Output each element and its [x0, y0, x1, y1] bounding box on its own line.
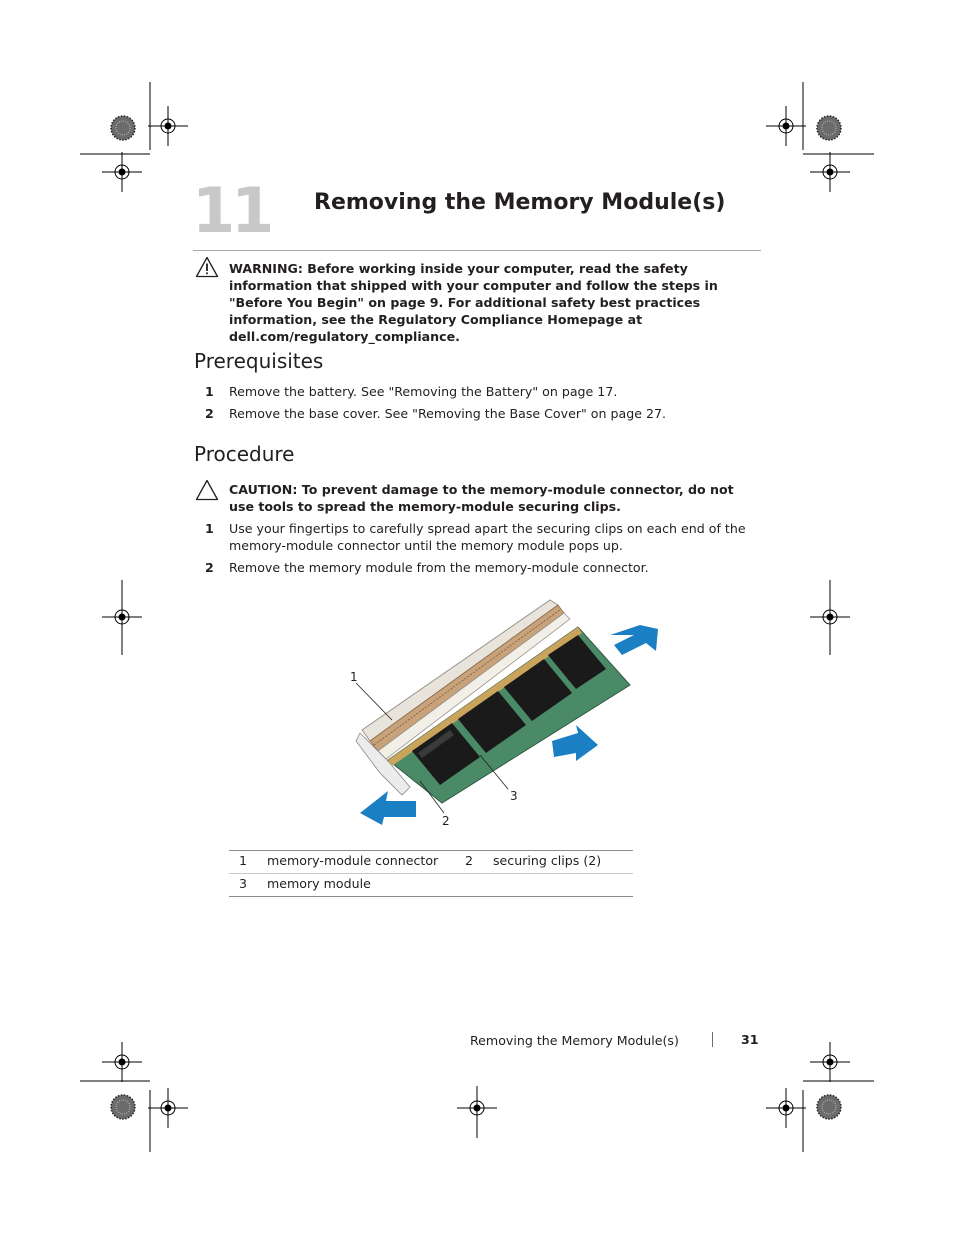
legend-number: 2	[465, 851, 493, 874]
chapter-number: 11	[192, 174, 271, 247]
warning-triangle-icon	[195, 256, 219, 278]
step-number: 1	[205, 384, 214, 399]
callout-legend-table	[229, 850, 633, 897]
step-text: Remove the base cover. See "Removing the Base Cover" on page 27.	[229, 406, 666, 421]
chapter-divider	[193, 250, 761, 251]
caution-text: CAUTION: To prevent damage to the memory-module connector, do not use tools to spread the memory-module securing clips.	[229, 482, 734, 514]
caution-triangle-icon	[195, 479, 219, 501]
memory-module-illustration	[340, 595, 680, 835]
legend-label: memory module	[267, 874, 465, 897]
chapter-title: Removing the Memory Module(s)	[314, 190, 726, 215]
procedure-heading: Procedure	[194, 442, 295, 466]
legend-number: 3	[229, 874, 267, 897]
arrow-icon	[360, 791, 416, 825]
step-number: 1	[205, 521, 214, 536]
arrow-icon	[610, 625, 658, 655]
step-text: Remove the memory module from the memory-module connector.	[229, 560, 649, 575]
step-text: Use your fingertips to carefully spread apart the securing clips on each end of the memory-module connector until the memory module pops up.	[229, 521, 746, 553]
legend-number: 1	[229, 851, 267, 874]
step-number: 2	[205, 560, 214, 575]
page-number: 31	[741, 1032, 759, 1047]
legend-label: memory-module connector	[267, 851, 465, 874]
arrow-icon	[552, 725, 598, 761]
warning-text: WARNING: Before working inside your computer, read the safety information that shipped with your computer and follow the steps in "Before You Begin" on page 9. For additional safety best practices information, see the Regulatory Compliance Homepage at dell.com/regulatory_compliance.	[229, 261, 718, 344]
legend-label: securing clips (2)	[493, 851, 633, 874]
step-number: 2	[205, 406, 214, 421]
footer-separator	[712, 1032, 713, 1047]
callout-label: 3	[510, 789, 518, 803]
prerequisites-heading: Prerequisites	[194, 349, 324, 373]
callout-label: 1	[350, 670, 358, 684]
step-text: Remove the battery. See "Removing the Battery" on page 17.	[229, 384, 618, 399]
callout-label: 2	[442, 814, 450, 828]
table-row	[229, 874, 633, 897]
table-row	[229, 851, 633, 874]
footer-chapter-title: Removing the Memory Module(s)	[470, 1033, 679, 1048]
